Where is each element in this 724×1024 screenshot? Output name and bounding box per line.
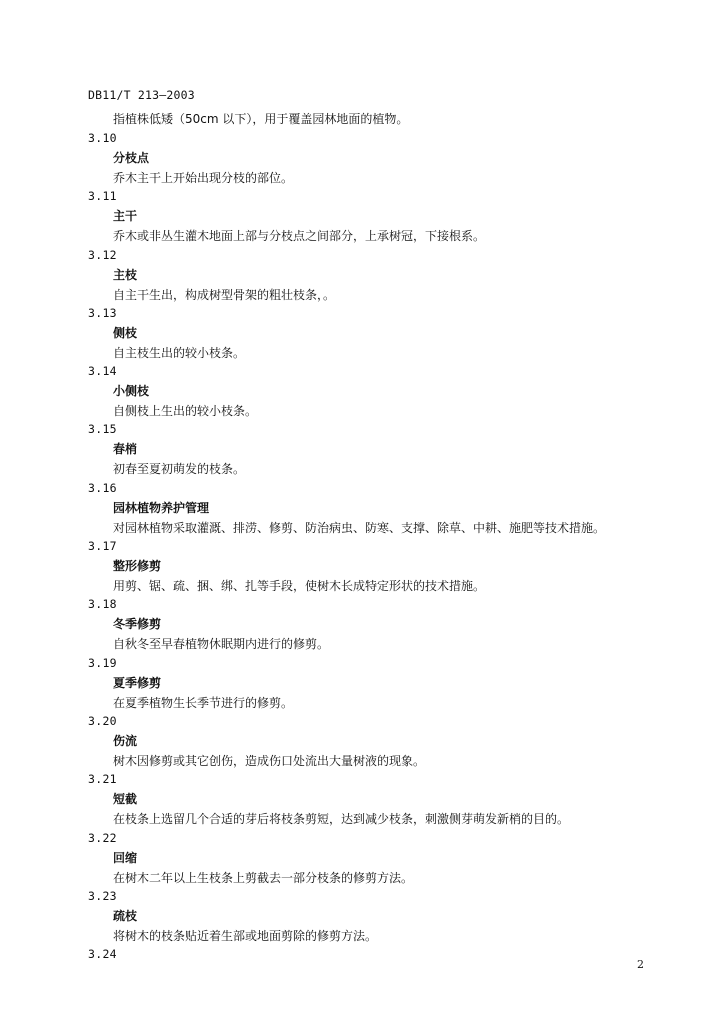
term-title: 回缩 [113, 850, 138, 865]
term-definition: 自主干生出，构成树型骨架的粗壮枝条，。 [113, 287, 336, 302]
term-definition: 乔木或非丛生灌木地面上部与分枝点之间部分，上承树冠，下接根系。 [113, 229, 486, 244]
term-entry [88, 947, 688, 1005]
term-definition: 将树木的枝条贴近着生部或地面剪除的修剪方法。 [113, 928, 378, 943]
term-entry [88, 364, 688, 422]
term-entry [88, 189, 688, 247]
term-entry [88, 248, 688, 306]
term-title: 疏枝 [113, 908, 138, 923]
page-number: 2 [637, 958, 644, 971]
term-title: 小侧枝 [113, 384, 150, 399]
term-title: 夏季修剪 [113, 675, 162, 690]
term-title: 整形修剪 [113, 559, 162, 574]
term-number: 3.16 [88, 480, 117, 495]
term-title: 主枝 [113, 267, 138, 282]
term-definition: 自主枝生出的较小枝条。 [113, 345, 246, 360]
term-definition: 在树木二年以上生枝条上剪截去一部分枝条的修剪方法。 [113, 870, 414, 885]
term-entry [88, 539, 688, 597]
intro-definition: 指植株低矮（50cm 以下），用于覆盖园林地面的植物。 [113, 112, 409, 126]
term-title: 园林植物养护管理 [113, 500, 210, 515]
term-number: 3.19 [88, 655, 117, 670]
term-entry [88, 714, 688, 772]
term-title: 主干 [113, 209, 138, 224]
term-number: 3.20 [88, 713, 117, 728]
term-title: 春梢 [113, 442, 138, 457]
term-number: 3.11 [88, 189, 117, 204]
document-code: DB11/T 213—2003 [88, 88, 195, 102]
term-definition: 用剪、锯、疏、捆、绑、扎等手段，使树木长成特定形状的技术措施。 [113, 579, 486, 594]
term-definition: 在枝条上选留几个合适的芽后将枝条剪短，达到减少枝条，刺激侧芽萌发新梢的目的。 [113, 812, 570, 827]
term-title: 冬季修剪 [113, 617, 162, 632]
term-number: 3.22 [88, 830, 117, 845]
term-number: 3.18 [88, 597, 117, 612]
term-definition: 树木因修剪或其它创伤，造成伤口处流出大量树液的现象。 [113, 753, 426, 768]
term-number: 3.17 [88, 539, 117, 554]
term-number: 3.12 [88, 247, 117, 262]
term-entry [88, 306, 688, 364]
term-title: 分枝点 [113, 151, 150, 165]
term-entry [88, 131, 688, 189]
term-definition: 自秋冬至早春植物休眠期内进行的修剪。 [113, 637, 330, 652]
term-entry [88, 831, 688, 889]
term-entry [88, 481, 688, 539]
term-definition: 自侧枝上生出的较小枝条。 [113, 404, 258, 419]
term-number: 3.21 [88, 772, 117, 787]
term-title: 伤流 [113, 733, 138, 748]
term-number: 3.23 [88, 888, 117, 903]
term-entry [88, 656, 688, 714]
term-title: 短截 [113, 792, 138, 807]
term-number: 3.10 [88, 131, 117, 145]
term-title: 侧枝 [113, 325, 138, 340]
term-definition: 在夏季植物生长季节进行的修剪。 [113, 695, 294, 710]
term-definition: 乔木主干上开始出现分枝的部位。 [113, 171, 294, 185]
term-entry [88, 772, 688, 830]
term-entry [88, 889, 688, 947]
term-number: 3.13 [88, 305, 117, 320]
term-entry [88, 597, 688, 655]
term-number: 3.24 [88, 947, 117, 962]
term-entry [88, 422, 688, 480]
term-number: 3.14 [88, 364, 117, 379]
terms-list [88, 131, 688, 1005]
term-definition: 初春至夏初萌发的枝条。 [113, 462, 246, 477]
term-definition: 对园林植物采取灌溉、排涝、修剪、防治病虫、防寒、支撑、除草、中耕、施肥等技术措施。 [113, 520, 606, 535]
term-number: 3.15 [88, 422, 117, 437]
